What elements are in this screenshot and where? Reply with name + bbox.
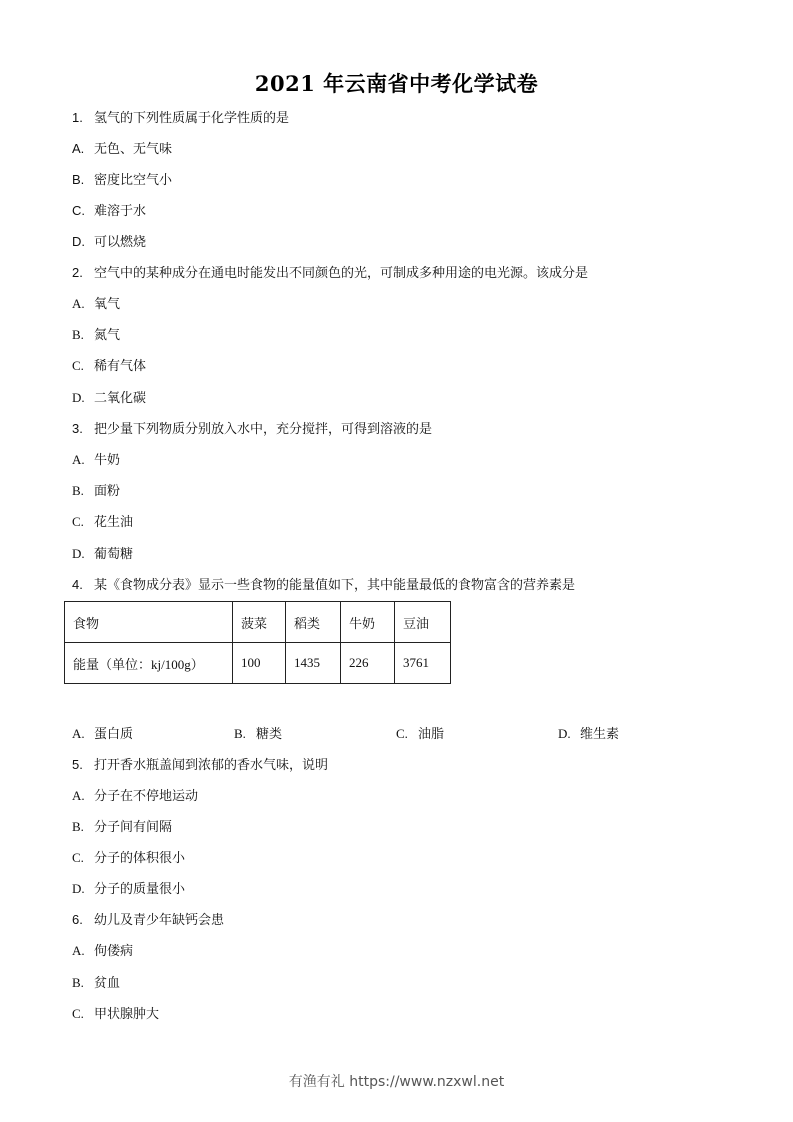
- table-row: [65, 602, 451, 643]
- option-text: 牛奶: [94, 453, 121, 468]
- option-text: 分子的体积很小: [94, 851, 186, 866]
- question-3-option-d: [72, 546, 133, 563]
- question-2-option-b: [72, 327, 120, 344]
- option-label: D.: [72, 881, 85, 896]
- table-cell: 226: [341, 643, 395, 684]
- question-1-option-d: [72, 234, 146, 251]
- option-text: 氮气: [94, 328, 121, 343]
- option-label: B.: [234, 726, 246, 741]
- option-label: C.: [72, 358, 84, 373]
- table-cell: 100: [233, 643, 286, 684]
- question-number: 1.: [72, 110, 83, 125]
- question-2-option-c: [72, 358, 146, 375]
- question-number: 4.: [72, 577, 83, 592]
- question-number: 2.: [72, 265, 83, 280]
- table-cell: 稻类: [286, 602, 341, 643]
- option-text: 氧气: [94, 297, 121, 312]
- option-text: 油脂: [418, 727, 445, 742]
- question-5-stem: [72, 757, 328, 774]
- table-cell: 豆油: [395, 602, 451, 643]
- option-text: 难溶于水: [94, 204, 147, 219]
- question-number: 5.: [72, 757, 83, 772]
- option-label: C.: [72, 1006, 84, 1021]
- option-label: D.: [72, 234, 85, 249]
- question-5-option-c: [72, 850, 185, 867]
- option-text: 佝偻病: [94, 944, 134, 959]
- question-1-option-b: [72, 172, 172, 189]
- food-energy-table: [64, 601, 451, 684]
- option-label: C.: [396, 726, 408, 741]
- question-6-option-b: [72, 975, 120, 992]
- option-text: 分子的质量很小: [94, 882, 186, 897]
- option-text: 可以燃烧: [94, 235, 147, 250]
- option-text: 分子在不停地运动: [94, 789, 199, 804]
- option-label: D.: [72, 546, 85, 561]
- option-label: A.: [72, 943, 85, 958]
- footer-watermark: 有渔有礼 https://www.nzxwl.net: [288, 1074, 505, 1090]
- option-text: 维生素: [580, 727, 620, 742]
- question-4-option-c: [396, 726, 444, 743]
- question-text: 打开香水瓶盖闻到浓郁的香水气味，说明: [94, 758, 329, 773]
- question-number: 3.: [72, 421, 83, 436]
- option-text: 稀有气体: [94, 359, 147, 374]
- option-text: 无色、无气味: [94, 142, 173, 157]
- question-text: 某《食物成分表》显示一些食物的能量值如下，其中能量最低的食物富含的营养素是: [94, 578, 576, 593]
- option-label: D.: [72, 390, 85, 405]
- question-number: 6.: [72, 912, 83, 927]
- option-text: 甲状腺肿大: [94, 1007, 160, 1022]
- question-5-option-b: [72, 819, 172, 836]
- option-label: B.: [72, 819, 84, 834]
- option-text: 面粉: [94, 484, 121, 499]
- question-4-option-a: [72, 726, 133, 743]
- question-1-option-c: [72, 203, 146, 220]
- question-2-option-a: [72, 296, 120, 313]
- option-label: A.: [72, 726, 85, 741]
- question-1-option-a: [72, 141, 172, 158]
- question-5-option-d: [72, 881, 185, 898]
- question-text: 幼儿及青少年缺钙会患: [94, 913, 225, 928]
- table-cell: 牛奶: [341, 602, 395, 643]
- question-text: 空气中的某种成分在通电时能发出不同颜色的光，可制成多种用途的电光源。该成分是: [94, 266, 589, 281]
- option-label: C.: [72, 203, 85, 218]
- table-cell: 能量（单位：kj/100g）: [65, 643, 233, 684]
- question-1-stem: [72, 110, 289, 127]
- question-6-option-a: [72, 943, 133, 960]
- table-cell: 3761: [395, 643, 451, 684]
- option-label: B.: [72, 327, 84, 342]
- question-4-option-d: [558, 726, 619, 743]
- option-text: 花生油: [94, 515, 134, 530]
- table-cell: 食物: [65, 602, 233, 643]
- option-text: 蛋白质: [94, 727, 134, 742]
- option-text: 二氧化碳: [94, 391, 147, 406]
- table-cell: 1435: [286, 643, 341, 684]
- option-label: A.: [72, 296, 85, 311]
- option-text: 糖类: [256, 727, 283, 742]
- question-6-stem: [72, 912, 224, 929]
- option-text: 贫血: [94, 976, 121, 991]
- option-label: D.: [558, 726, 571, 741]
- question-text: 把少量下列物质分别放入水中，充分搅拌，可得到溶液的是: [94, 422, 433, 437]
- question-3-option-a: [72, 452, 120, 469]
- table-row: [65, 643, 451, 684]
- question-2-stem: [72, 265, 588, 282]
- question-4-stem: [72, 577, 575, 594]
- question-3-option-b: [72, 483, 120, 500]
- question-3-option-c: [72, 514, 133, 531]
- option-label: B.: [72, 483, 84, 498]
- option-label: B.: [72, 172, 85, 187]
- option-label: B.: [72, 975, 84, 990]
- option-label: A.: [72, 141, 85, 156]
- option-text: 密度比空气小: [94, 173, 173, 188]
- option-label: A.: [72, 452, 85, 467]
- question-text: 氢气的下列性质属于化学性质的是: [94, 111, 290, 126]
- question-5-option-a: [72, 788, 198, 805]
- table-cell: 菠菜: [233, 602, 286, 643]
- question-2-option-d: [72, 390, 146, 407]
- option-label: A.: [72, 788, 85, 803]
- option-text: 分子间有间隔: [94, 820, 173, 835]
- option-text: 葡萄糖: [94, 547, 134, 562]
- page-title: 2021 年云南省中考化学试卷: [254, 71, 539, 96]
- question-3-stem: [72, 421, 432, 438]
- question-6-option-c: [72, 1006, 159, 1023]
- option-label: C.: [72, 514, 84, 529]
- option-label: C.: [72, 850, 84, 865]
- question-4-option-b: [234, 726, 282, 743]
